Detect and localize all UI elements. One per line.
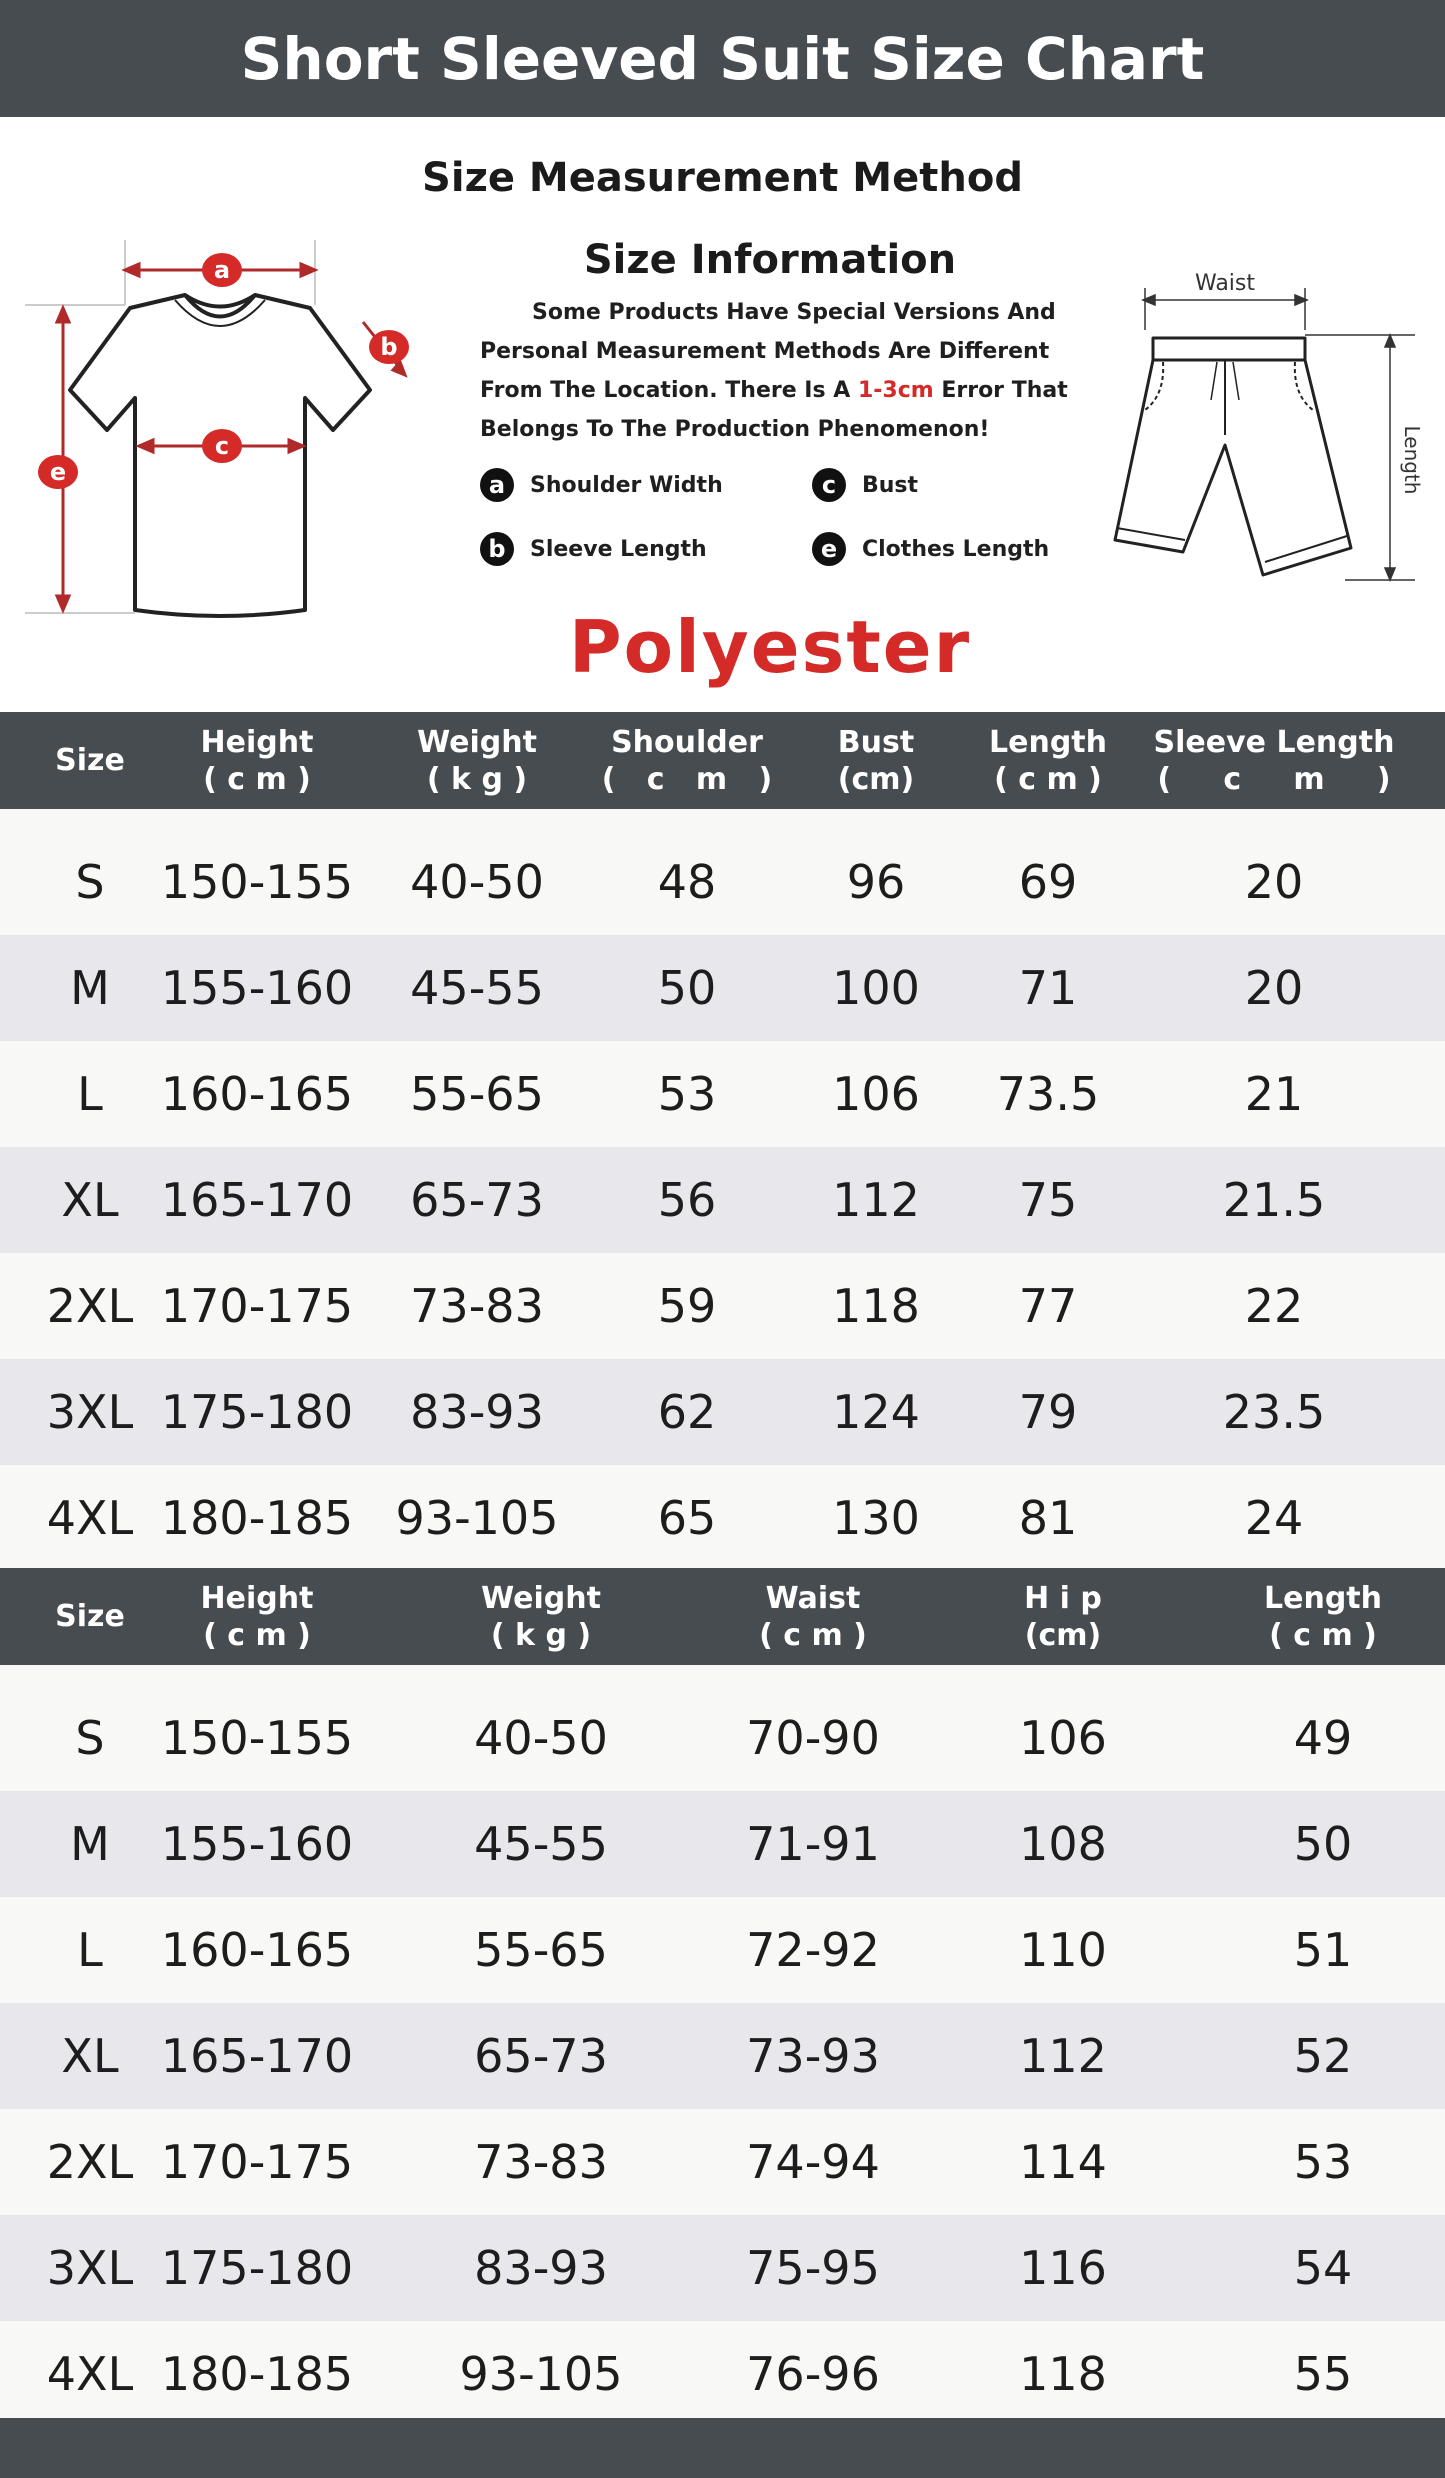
table-cell: 165-170 [160, 2029, 354, 2083]
table-cell: 180-185 [160, 1491, 354, 1545]
table-cell: 165-170 [160, 1173, 354, 1227]
table-cell: 56 [657, 1173, 717, 1227]
table-cell: 45-55 [474, 1817, 608, 1871]
table-cell: 79 [1018, 1385, 1078, 1439]
label-b: b [380, 333, 398, 361]
table-cell: 40-50 [474, 1711, 608, 1765]
table-cell: 52 [1293, 2029, 1353, 2083]
col-header: Size [55, 743, 125, 778]
table-cell: 155-160 [160, 1817, 354, 1871]
table-cell: 65 [657, 1491, 717, 1545]
bottom-table-row [0, 2215, 1445, 2321]
table-cell: 74-94 [746, 2135, 880, 2189]
size-cell: S [75, 855, 105, 909]
table-cell: 55 [1293, 2347, 1353, 2401]
table-cell: 96 [846, 855, 906, 909]
table-cell: 40-50 [410, 855, 544, 909]
method-title: Size Measurement Method [422, 155, 1023, 201]
col-header: Shoulder ( c m ) [601, 724, 773, 797]
col-header: Bust (cm) [837, 724, 915, 797]
col-header: Height ( c m ) [200, 1580, 314, 1653]
size-cell: M [70, 961, 110, 1015]
top-table-row [0, 1253, 1445, 1359]
table-cell: 118 [832, 1279, 920, 1333]
legend-a-icon: a [480, 468, 514, 502]
col-header: Height ( c m ) [200, 724, 314, 797]
table-cell: 180-185 [160, 2347, 354, 2401]
table-cell: 106 [1019, 1711, 1107, 1765]
table-cell: 116 [1019, 2241, 1107, 2295]
table-cell: 170-175 [160, 1279, 354, 1333]
label-a: a [213, 256, 231, 284]
table-cell: 55-65 [410, 1067, 544, 1121]
table-cell: 69 [1018, 855, 1078, 909]
legend-item: b Sleeve Length [480, 532, 707, 566]
label-c: c [214, 432, 230, 460]
table-cell: 83-93 [410, 1385, 544, 1439]
table-cell: 70-90 [746, 1711, 880, 1765]
top-table-row [0, 935, 1445, 1041]
table-cell: 114 [1019, 2135, 1107, 2189]
table-cell: 21 [1244, 1067, 1304, 1121]
table-cell: 93-105 [459, 2347, 623, 2401]
table-cell: 73.5 [996, 1067, 1100, 1121]
legend-item: a Shoulder Width [480, 468, 723, 502]
table-cell: 81 [1018, 1491, 1078, 1545]
table-cell: 54 [1293, 2241, 1353, 2295]
table-cell: 106 [832, 1067, 920, 1121]
table-cell: 155-160 [160, 961, 354, 1015]
bottom-table-row [0, 2003, 1445, 2109]
top-table-row [0, 1147, 1445, 1253]
table-cell: 24 [1244, 1491, 1304, 1545]
table-cell: 160-165 [160, 1923, 354, 1977]
top-table-row [0, 1359, 1445, 1465]
table-cell: 59 [657, 1279, 717, 1333]
col-header: Sleeve Length ( c m ) [1153, 724, 1395, 797]
size-cell: XL [61, 2029, 119, 2083]
table-cell: 75-95 [746, 2241, 880, 2295]
table-cell: 76-96 [746, 2347, 880, 2401]
size-cell: M [70, 1817, 110, 1871]
table-cell: 175-180 [160, 1385, 354, 1439]
col-header: Weight ( k g ) [417, 724, 537, 797]
table-cell: 73-83 [474, 2135, 608, 2189]
table-cell: 65-73 [410, 1173, 544, 1227]
table-cell: 49 [1293, 1711, 1353, 1765]
bottom-table-header [0, 1568, 1445, 1665]
col-header: Length ( c m ) [1264, 1580, 1382, 1653]
legend-c-icon: c [812, 468, 846, 502]
top-table-row [0, 1041, 1445, 1147]
table-cell: 53 [657, 1067, 717, 1121]
table-cell: 112 [832, 1173, 920, 1227]
measurement-legend [480, 468, 1100, 588]
col-header: H i p (cm) [1024, 1580, 1102, 1653]
page-title: Short Sleeved Suit Size Chart [0, 0, 1445, 117]
table-cell: 71 [1018, 961, 1078, 1015]
label-e: e [49, 458, 67, 486]
table-cell: 75 [1018, 1173, 1078, 1227]
size-cell: 3XL [46, 1385, 134, 1439]
table-cell: 53 [1293, 2135, 1353, 2189]
table-cell: 100 [832, 961, 920, 1015]
material-label: Polyester [568, 605, 972, 689]
table-cell: 160-165 [160, 1067, 354, 1121]
size-cell: S [75, 1711, 105, 1765]
table-cell: 77 [1018, 1279, 1078, 1333]
col-header: Weight ( k g ) [481, 1580, 601, 1653]
table-cell: 175-180 [160, 2241, 354, 2295]
table-cell: 93-105 [395, 1491, 559, 1545]
shorts-diagram-icon [1105, 270, 1435, 590]
top-table-header [0, 712, 1445, 809]
table-cell: 71-91 [746, 1817, 880, 1871]
legend-item: e Clothes Length [812, 532, 1049, 566]
table-cell: 45-55 [410, 961, 544, 1015]
bottom-table-row [0, 2109, 1445, 2215]
legend-item: c Bust [812, 468, 918, 502]
tshirt-diagram-icon [25, 230, 425, 630]
top-table-row [0, 829, 1445, 935]
table-cell: 110 [1019, 1923, 1107, 1977]
table-cell: 73-93 [746, 2029, 880, 2083]
table-cell: 22 [1244, 1279, 1304, 1333]
size-cell: L [77, 1923, 103, 1977]
table-cell: 20 [1244, 961, 1304, 1015]
table-cell: 48 [657, 855, 717, 909]
bottom-table-row [0, 2321, 1445, 2427]
size-cell: 4XL [46, 1491, 134, 1545]
info-title: Size Information [583, 237, 957, 283]
legend-e-icon: e [812, 532, 846, 566]
bottom-table-row [0, 1897, 1445, 2003]
waist-label: Waist [1194, 271, 1256, 296]
table-cell: 65-73 [474, 2029, 608, 2083]
col-header: Size [55, 1599, 125, 1634]
table-cell: 51 [1293, 1923, 1353, 1977]
footer-bar [0, 2418, 1445, 2478]
size-cell: 2XL [46, 2135, 134, 2189]
table-cell: 50 [657, 961, 717, 1015]
table-cell: 150-155 [160, 1711, 354, 1765]
table-cell: 55-65 [474, 1923, 608, 1977]
size-cell: 4XL [46, 2347, 134, 2401]
size-cell: L [77, 1067, 103, 1121]
table-cell: 23.5 [1222, 1385, 1326, 1439]
table-cell: 62 [657, 1385, 717, 1439]
table-cell: 130 [832, 1491, 920, 1545]
legend-b-icon: b [480, 532, 514, 566]
table-cell: 170-175 [160, 2135, 354, 2189]
table-cell: 83-93 [474, 2241, 608, 2295]
length-label: Length [1400, 425, 1424, 495]
table-cell: 108 [1019, 1817, 1107, 1871]
size-cell: XL [61, 1173, 119, 1227]
table-cell: 112 [1019, 2029, 1107, 2083]
size-cell: 2XL [46, 1279, 134, 1333]
table-cell: 72-92 [746, 1923, 880, 1977]
bottom-table-row [0, 1791, 1445, 1897]
table-cell: 124 [832, 1385, 920, 1439]
bottom-table-row [0, 1685, 1445, 1791]
size-cell: 3XL [46, 2241, 134, 2295]
col-header: Length ( c m ) [989, 724, 1107, 797]
table-cell: 50 [1293, 1817, 1353, 1871]
table-cell: 73-83 [410, 1279, 544, 1333]
col-header: Waist ( c m ) [759, 1580, 867, 1653]
info-text: Some Products Have Special Versions And Personal Measurement Methods Are Different From The Location. There Is A 1-3cm Error That Belongs To The Production Phenomenon! [480, 300, 1068, 442]
top-table-row [0, 1465, 1445, 1571]
table-cell: 150-155 [160, 855, 354, 909]
table-cell: 118 [1019, 2347, 1107, 2401]
table-cell: 20 [1244, 855, 1304, 909]
table-cell: 21.5 [1222, 1173, 1326, 1227]
